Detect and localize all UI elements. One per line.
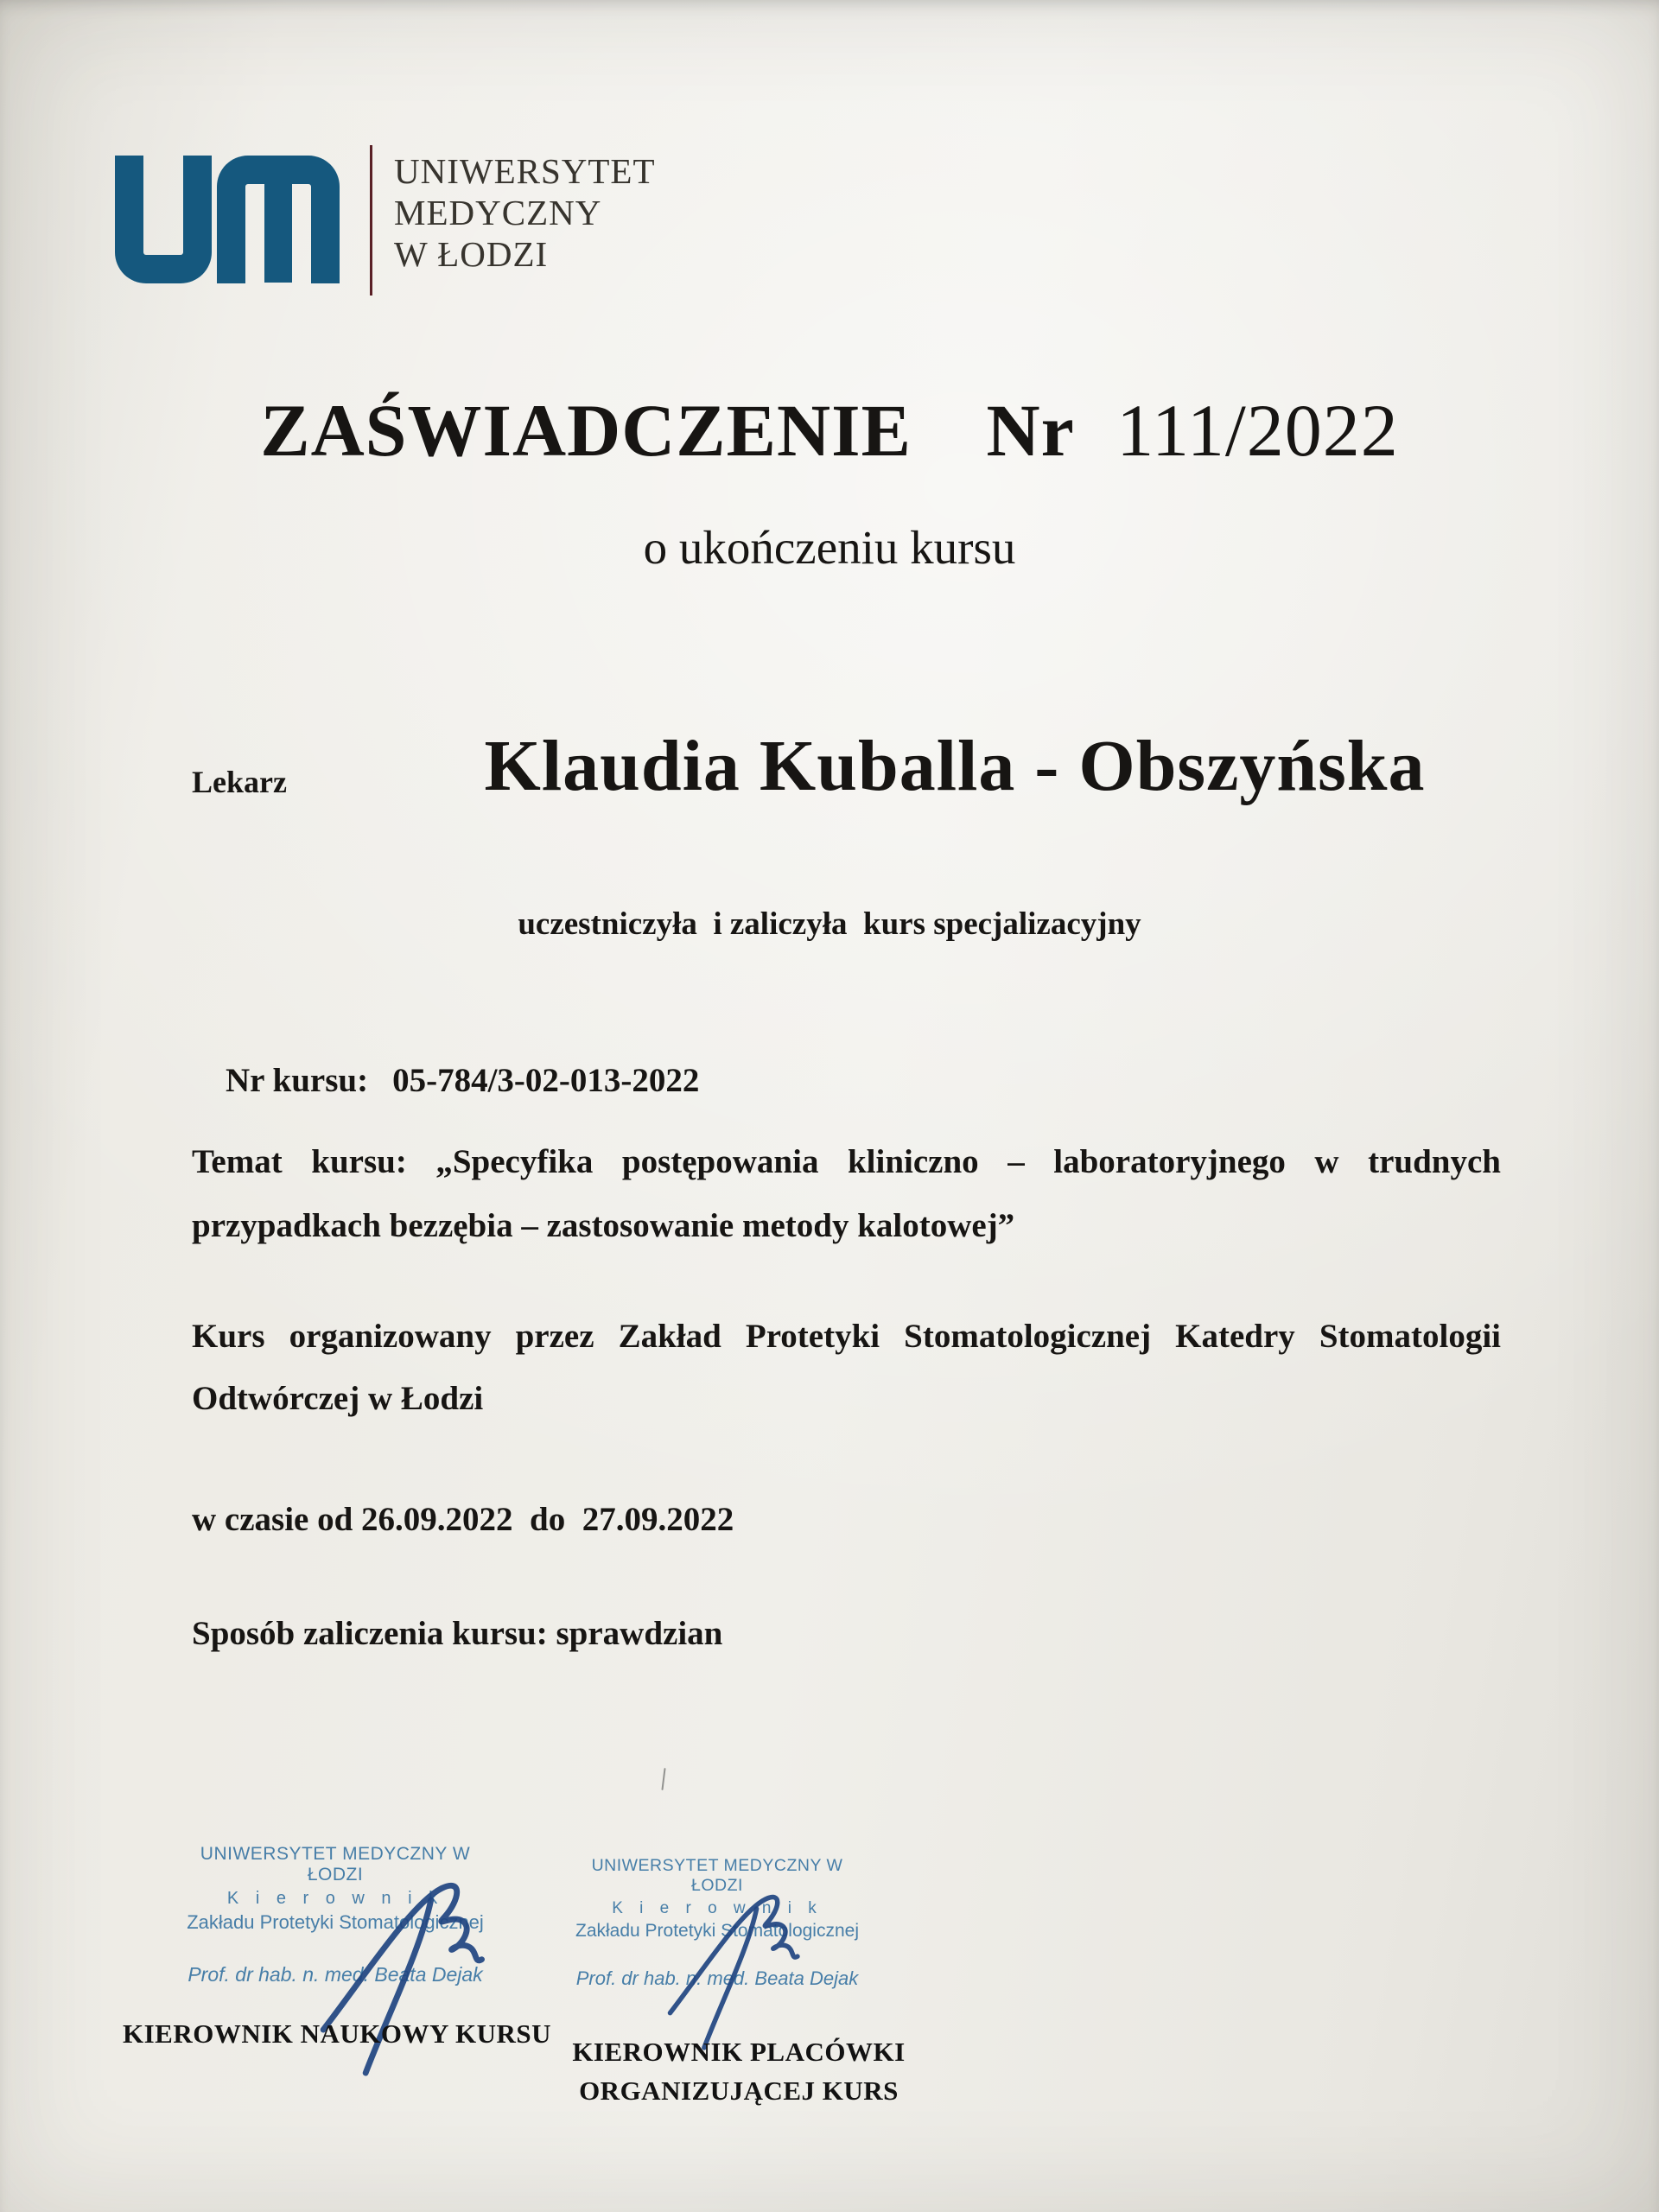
stamp-university-line: UNIWERSYTET MEDYCZNY W ŁODZI bbox=[200, 1844, 471, 1885]
stamp-department-line: Zakładu Protetyki Stomatologicznej bbox=[575, 1921, 859, 1941]
holder-name: Klaudia Kuballa - Obszyńska bbox=[484, 726, 1426, 806]
course-number-value: 05-784/3-02-013-2022 bbox=[392, 1062, 700, 1099]
stamp-department-line: Zakładu Protetyki Stomatologicznej bbox=[187, 1911, 484, 1933]
role-label: Lekarz bbox=[192, 765, 287, 799]
caption-organizing-director-line1: KIEROWNIK PLACÓWKI bbox=[572, 2037, 906, 2067]
course-completion-method: Sposób zaliczenia kursu: sprawdzian bbox=[192, 1615, 723, 1652]
course-topic-line2: przypadkach bezzębia – zastosowanie metody kalotowej” bbox=[192, 1207, 1015, 1244]
course-number-label: Nr kursu: bbox=[226, 1062, 369, 1099]
course-organizer-line1: Kurs organizowany przez Zakład Protetyki Stomatologicznej Katedry Stomatologii bbox=[192, 1318, 1501, 1355]
university-name-line2: MEDYCZNY bbox=[394, 193, 602, 232]
stamp-university-line: UNIWERSYTET MEDYCZNY W ŁODZI bbox=[591, 1856, 843, 1895]
university-name-line1: UNIWERSYTET bbox=[394, 151, 656, 191]
stamp-professor-line: Prof. dr hab. n. med. Beata Dejak bbox=[188, 1963, 483, 1986]
course-topic-line1: Temat kursu: „Specyfika postępowania kliniczno – laboratoryjnego w trudnych bbox=[192, 1143, 1501, 1180]
certificate-title: ZAŚWIADCZENIE bbox=[260, 389, 912, 472]
stamp-professor-line: Prof. dr hab. n. med. Beata Dejak bbox=[575, 1967, 859, 1989]
stamp-role-line: K i e r o w n i k bbox=[612, 1899, 823, 1917]
signature-right bbox=[626, 1873, 830, 2050]
caption-scientific-director: KIEROWNIK NAUKOWY KURSU bbox=[122, 2018, 552, 2049]
course-organizer-line2: Odtwórczej w Łodzi bbox=[192, 1380, 484, 1417]
certificate-number-label: Nr bbox=[986, 389, 1075, 472]
university-name-line3: W ŁODZI bbox=[394, 234, 549, 274]
course-number-line bbox=[192, 1022, 699, 1139]
participation-statement: uczestniczyła i zaliczyła kurs specjalizacyjny bbox=[518, 906, 1141, 942]
course-dates: w czasie od 26.09.2022 do 27.09.2022 bbox=[192, 1501, 734, 1538]
stray-pen-mark bbox=[661, 1768, 665, 1790]
certificate-title-line bbox=[0, 387, 1659, 474]
um-logo-icon bbox=[115, 152, 340, 287]
university-name bbox=[394, 150, 656, 275]
um-logo-letter-u bbox=[115, 156, 212, 283]
caption-organizing-director bbox=[540, 2032, 938, 2110]
certificate-number: 111/2022 bbox=[1116, 389, 1399, 472]
certificate-subtitle: o ukończeniu kursu bbox=[643, 521, 1016, 574]
stamp-role-line: K i e r o w n i k bbox=[226, 1889, 444, 1908]
logo-divider bbox=[370, 145, 372, 296]
um-logo-letter-m bbox=[217, 156, 340, 283]
caption-organizing-director-line2: ORGANIZUJĄCEJ KURS bbox=[579, 2075, 899, 2106]
university-logo bbox=[111, 145, 656, 301]
